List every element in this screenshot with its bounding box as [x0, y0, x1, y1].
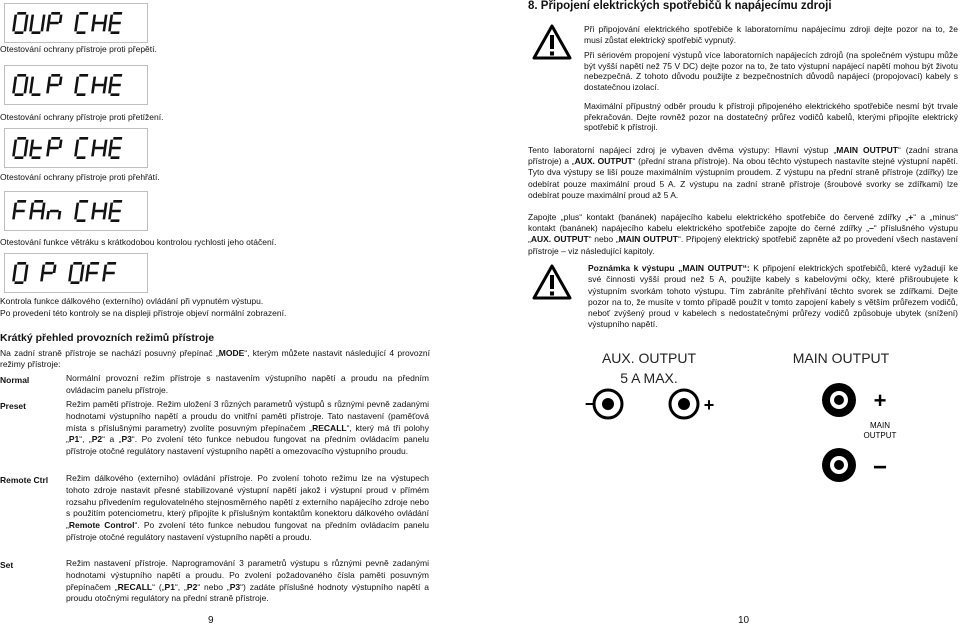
mode-desc-normal: Normální provozní režim přístroje s nastavením výstupního napětí a proudu na předním ovládacím panelu přístroje. — [66, 373, 429, 395]
main-minus-sign: − — [872, 454, 888, 481]
outputs-figure — [578, 340, 960, 623]
warning-text-3: Maximální přípustný odběr proudu k přístroji připojeného elektrického spotřebiče nesmí být trvale překračován. Dejte rovněž pozor na dostatečný průřez vodičů kabelů, kterými připojíte elektrický spotřebič k přístroji. — [584, 101, 958, 132]
mode-term-remote-ctrl: Remote Ctrl — [0, 475, 49, 485]
display-image-olp-check — [4, 65, 148, 105]
mode-desc-set: Režim nastavení přístroje. Naprogramování 3 parametrů výstupu s různými pevně zadanými hodnotami výstupního napětí a proudu. Po zvolení požadovaného čísla paměti posuvným přepínačem „RECALL“ („P1“, „P2“ nebo „P3“) zadáte příslušné hodnoty výstupního napětí a proudu otočnými regulátory na přední straně přístroje. — [66, 558, 430, 604]
aux-minus-jack-hole — [602, 398, 614, 410]
caption-ovp-check: Otestování ochrany přístroje proti přepětí. — [0, 44, 157, 54]
warning-text-1: Při připojování elektrického spotřebiče k laboratornímu napájecímu zdroji dejte pozor na to, že musí zůstat elektrický spotřebič vypnutý. — [584, 24, 958, 45]
display-image-ovp-check — [4, 3, 148, 43]
page-number-right: 10 — [738, 615, 750, 626]
display-image-fan-check — [4, 191, 148, 231]
lcd-readout-glyphs — [12, 200, 122, 222]
main-output-label-1: MAIN — [870, 421, 890, 430]
page-number-left: 9 — [208, 615, 214, 626]
main-output-label-2: OUTPUT — [863, 431, 897, 440]
lcd-readout-glyphs — [12, 12, 122, 34]
display-image-op-off — [4, 253, 148, 293]
caption-fan-check: Otestování funkce větráku s krátkodobou kontrolou rychlosti jeho otáčení. — [0, 237, 277, 247]
caption-otp-check: Otestování ochrany přístroje proti přehřátí. — [0, 172, 160, 182]
display-image-otp-check — [4, 128, 148, 168]
aux-output-title: AUX. OUTPUT — [601, 350, 697, 366]
mode-desc-remote-ctrl: Režim dálkového (externího) ovládání přístroje. Po zvolení tohoto režimu lze na výstupech tohoto zdroje nastavit přesné stabilizované výstupní napětí jakož i výstupní proud v přímém rozsahu přivedením regulovatelného stejnosměrného napětí z externího napájecího zdroje nebo s použitím potenciometru, který připojíte k příslušným kontaktům konektoru dálkového ovládání „Remote Control“. Po zvolení této funkce nebudou fungovat na předním ovládacím panelu přístroje otočné regulátory nastavení výstupního napětí a proudu. — [66, 473, 429, 542]
outputs-paragraph: Tento laboratorní napájecí zdroj je vybaven dvěma výstupy: Hlavní výstup „MAIN OUTPUT“ (zadní strana přístroje) a „AUX. OUTPUT“ (přední strana přístroje). Na obou těchto výstupech nastavíte stejné výstupní napětí. Tyto dva výstupy se liší pouze maximálním výstupním proudem. Z výstupu na přední straně přístroje (zdířky) lze odebírat pouze maximální proud 5 A. Z výstupu na zadní straně přístroje (šroubové svorky se zdířkami) lze odebírat pouze maximální proud až 5 A. — [528, 145, 959, 200]
mode-desc-preset: Režim paměti přístroje. Režim uložení 3 různých parametrů výstupů s různými pevně zadanými hodnotami výstupního napětí a proudu do vnitřní paměti přístroje. Tato nastavení (paměťová místa s příslušnými parametry) zvolíte posuvným přepínačem „RECALL“, který má tři polohy „P1“, „P2“ a „P3“. Po zvolení této funkce nebudou fungovat na předním ovládacím panelu přístroje otočné regulátory nastavení výstupního napětí a omezovacího výstupního proudu. — [66, 399, 429, 457]
main-minus-terminal-hole — [834, 460, 844, 470]
aux-plus-sign: + — [703, 395, 715, 415]
warning-triangle-icon-note — [532, 264, 572, 300]
main-plus-terminal-hole — [834, 395, 844, 405]
modes-intro: Na zadní straně přístroje se nachází posuvný přepínač „MODE“, kterým můžete nastavit následující 4 provozní režimy přístroje: — [0, 348, 430, 369]
section-title: 8. Připojení elektrických spotřebičů k napájecímu zdroji — [528, 0, 832, 12]
modes-section-title: Krátký přehled provozních režimů přístroje — [0, 332, 215, 344]
caption-olp-check: Otestování ochrany přístroje proti přetížení. — [0, 112, 164, 122]
mode-term-preset: Preset — [0, 401, 26, 411]
connection-paragraph: Zapojte „plus“ kontakt (banánek) napájecího kabelu elektrického spotřebiče do červené zdířky „+“ a „minus“ kontakt (banánek) napájecího kabelu elektrického spotřebiče zapojte do černé zdířky „–“ příslušného výstupu „AUX. OUTPUT“ nebo „MAIN OUTPUT“. Připojený elektrický spotřebič zapněte až po provedení všech nastavení přístroje – viz následující kapitoly. — [528, 212, 958, 256]
main-output-title: MAIN OUTPUT — [792, 350, 890, 366]
caption-op-off-2: Po provedení této kontroly se na displeji přístroje objeví normální zobrazení. — [0, 308, 287, 318]
left-page — [0, 0, 440, 629]
warning-triangle-icon — [532, 24, 572, 60]
aux-minus-sign: − — [584, 394, 596, 414]
mode-term-normal: Normal — [0, 375, 30, 385]
warning-text-2: Při sériovém propojení výstupů více laboratorních napájecích zdrojů (na společném výstupu může být vyšší napětí než 75 V DC) dejte pozor na to, že tato výstupní napájecí napětí mohou být životu nebezpečná. Z tohoto důvodu použijte z bezpečnostních důvodů napájecí (propojovací) kabely s dostatečnou izolací. — [584, 50, 958, 92]
right-page — [528, 0, 960, 629]
main-plus-sign: + — [873, 388, 887, 413]
lcd-readout-glyphs — [12, 262, 116, 284]
caption-op-off: Kontrola funkce dálkového (externího) ovládání při vypnutém výstupu. — [0, 296, 264, 306]
aux-output-max-current: 5 A MAX. — [620, 370, 678, 386]
mode-term-set: Set — [0, 560, 14, 570]
aux-plus-jack-hole — [678, 398, 690, 410]
lcd-readout-glyphs — [12, 137, 122, 159]
main-output-note: Poznámka k výstupu „MAIN OUTPUT“: K připojení elektrických spotřebičů, které vyžadují ke své činnosti vyšší proud než 5 A, použijte kabely s kabelovými očky, které přišroubujete k výstupním svorkám tohoto výstupu. Tím zabráníte přehřívání těchto svorek se zdířkami. Dejte pozor na to, že musíte v tomto případě použít v tomto zapojení kabely s větším průřezem vodičů, neboť zvýšený proud v kabelech s nedostatečnými průřezy vodičů způsobuje ubytek (snížení) výstupního napětí. — [588, 263, 958, 330]
lcd-readout-glyphs — [12, 74, 122, 96]
